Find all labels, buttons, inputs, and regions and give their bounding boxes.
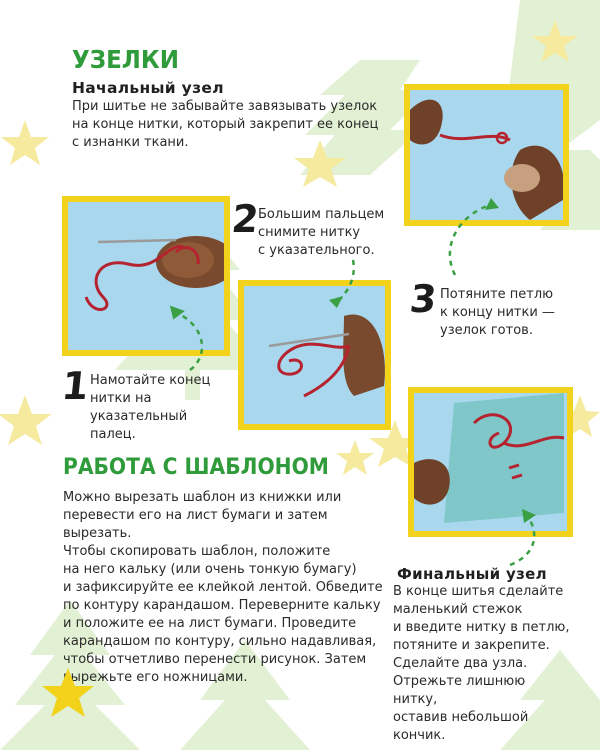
subtitle-starting-knot: Начальный узел: [72, 79, 224, 97]
step-2-photo: [238, 280, 391, 430]
final-knot-text: В конце шитья сделайте маленький стежок и введите нитку в петлю, потяните и закрепите. Сделайте два узла. Отрежьте лишнюю нитку, оставив небольшой кончик.: [393, 584, 570, 743]
arrow-to-step-2: [325, 250, 365, 310]
step-1-text: Намотайте конец нитки на указательный палец.: [90, 373, 211, 442]
step-1-number: 1: [59, 364, 91, 408]
intro-text: При шитье не забывайте завязывать узелок на конце нитки, который закрепит ее конец с изнанки ткани.: [72, 99, 379, 150]
subtitle-final-knot: Финальный узел: [397, 565, 547, 583]
section-title-knots: УЗЕЛКИ: [72, 45, 179, 74]
page-number-star: [40, 666, 96, 722]
section-title-template: РАБОТА С ШАБЛОНОМ: [63, 455, 329, 480]
step-3-text: Потяните петлю к концу нитки — узелок готов.: [440, 287, 555, 338]
arrow-to-step-1: [150, 300, 220, 380]
template-instructions: Можно вырезать шаблон из книжки или перевести его на лист бумаги и затем вырезать. Чтобы скопировать шаблон, положите на него кальку (или очень тонкую бумагу) и зафиксируйте ее клейкой лентой. Обведите по контуру карандашом. Переверните кальку и положите ее на лист бумаги. Проведите карандашом по контуру, сильно надавливая, чтобы отчетливо перенести рисунок. Затем вырежьте его ножницами.: [63, 490, 383, 685]
step-2-number: 2: [229, 197, 261, 241]
step-2-text: Большим пальцем снимите нитку с указательного.: [258, 207, 385, 258]
arrow-to-step-3: [435, 190, 505, 280]
step-3-number: 3: [407, 277, 439, 321]
arrow-to-final-knot: [500, 505, 550, 575]
